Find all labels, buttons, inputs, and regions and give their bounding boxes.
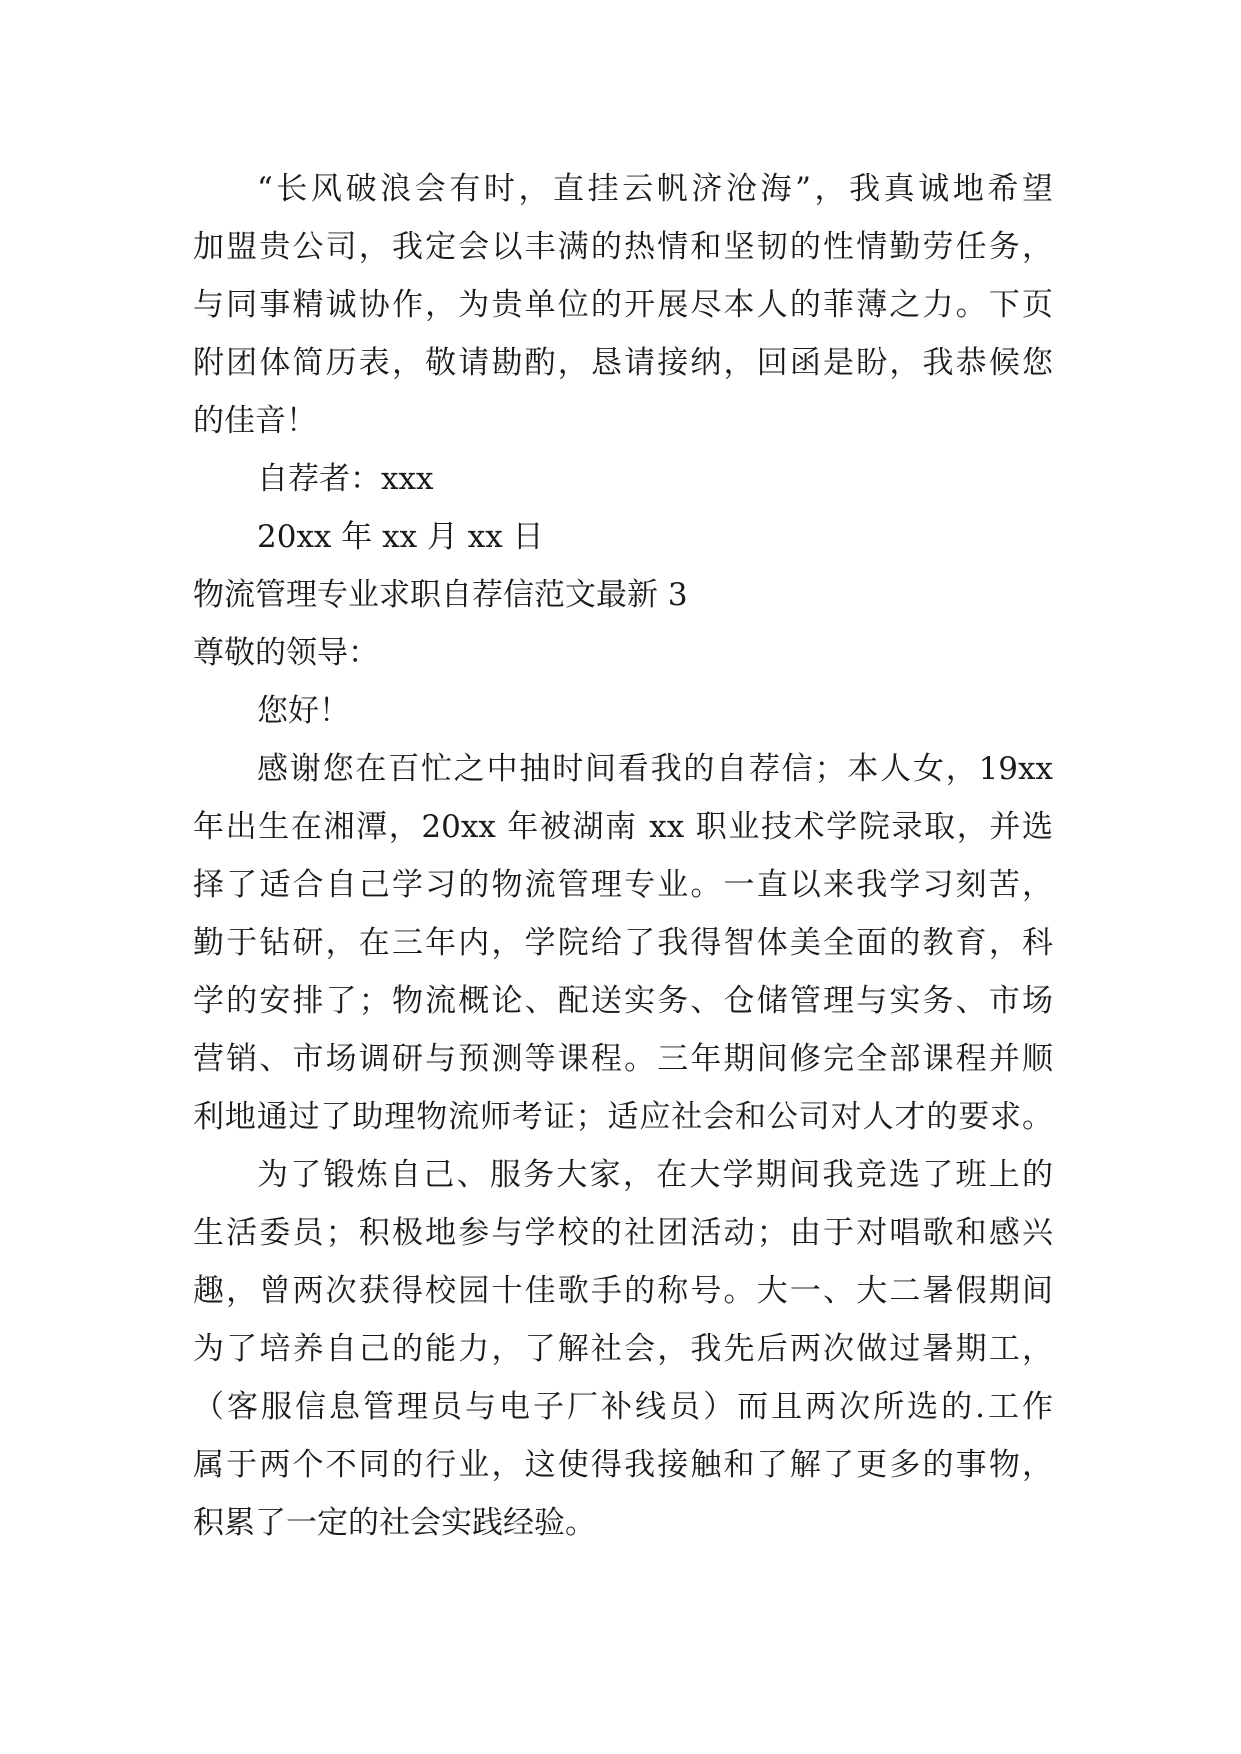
paragraph-line: “长风破浪会有时，直挂云帆济沧海”，我真诚地希望 — [257, 171, 1053, 207]
paragraph-line: 属于两个不同的行业，这使得我接触和了解了更多的事物， — [193, 1447, 1053, 1483]
paragraph-line: 趣，曾两次获得校园十佳歌手的称号。大一、大二暑假期间 — [193, 1273, 1053, 1309]
paragraph-line: 附团体简历表，敬请勘酌，恳请接纳，回函是盼，我恭候您 — [193, 345, 1053, 381]
section-heading: 物流管理专业求职自荐信范文最新 3 — [193, 577, 688, 613]
paragraph-line: 择了适合自己学习的物流管理专业。一直以来我学习刻苦， — [193, 867, 1053, 903]
document-body — [193, 160, 1053, 1552]
paragraph-line: 年出生在湘潭，20xx 年被湖南 xx 职业技术学院录取，并选 — [193, 809, 1053, 845]
paragraph-line: 为了培养自己的能力，了解社会，我先后两次做过暑期工， — [193, 1331, 1053, 1367]
salutation: 尊敬的领导： — [193, 635, 379, 671]
paragraph-line: 学的安排了；物流概论、配送实务、仓储管理与实务、市场 — [193, 983, 1053, 1019]
paragraph-line: 的佳音！ — [193, 403, 317, 439]
paragraph-line: （客服信息管理员与电子厂补线员）而且两次所选的.工作 — [193, 1389, 1053, 1425]
paragraph-line: 为了锻炼自己、服务大家，在大学期间我竞选了班上的 — [257, 1157, 1053, 1193]
signature-line: 自荐者：xxx — [257, 461, 434, 497]
paragraph-line: 感谢您在百忙之中抽时间看我的自荐信；本人女，19xx — [257, 751, 1053, 787]
paragraph-line: 与同事精诚协作，为贵单位的开展尽本人的菲薄之力。下页 — [193, 287, 1053, 323]
date-line: 20xx 年 xx 月 xx 日 — [257, 519, 544, 555]
paragraph-line: 利地通过了助理物流师考证；适应社会和公司对人才的要求。 — [193, 1099, 1053, 1135]
greeting: 您好！ — [257, 693, 350, 729]
paragraph-line: 加盟贵公司，我定会以丰满的热情和坚韧的性情勤劳任务， — [193, 229, 1053, 265]
paragraph-line: 勤于钻研，在三年内，学院给了我得智体美全面的教育，科 — [193, 925, 1053, 961]
paragraph-line: 积累了一定的社会实践经验。 — [193, 1505, 596, 1541]
paragraph-line: 营销、市场调研与预测等课程。三年期间修完全部课程并顺 — [193, 1041, 1053, 1077]
paragraph-line: 生活委员；积极地参与学校的社团活动；由于对唱歌和感兴 — [193, 1215, 1053, 1251]
